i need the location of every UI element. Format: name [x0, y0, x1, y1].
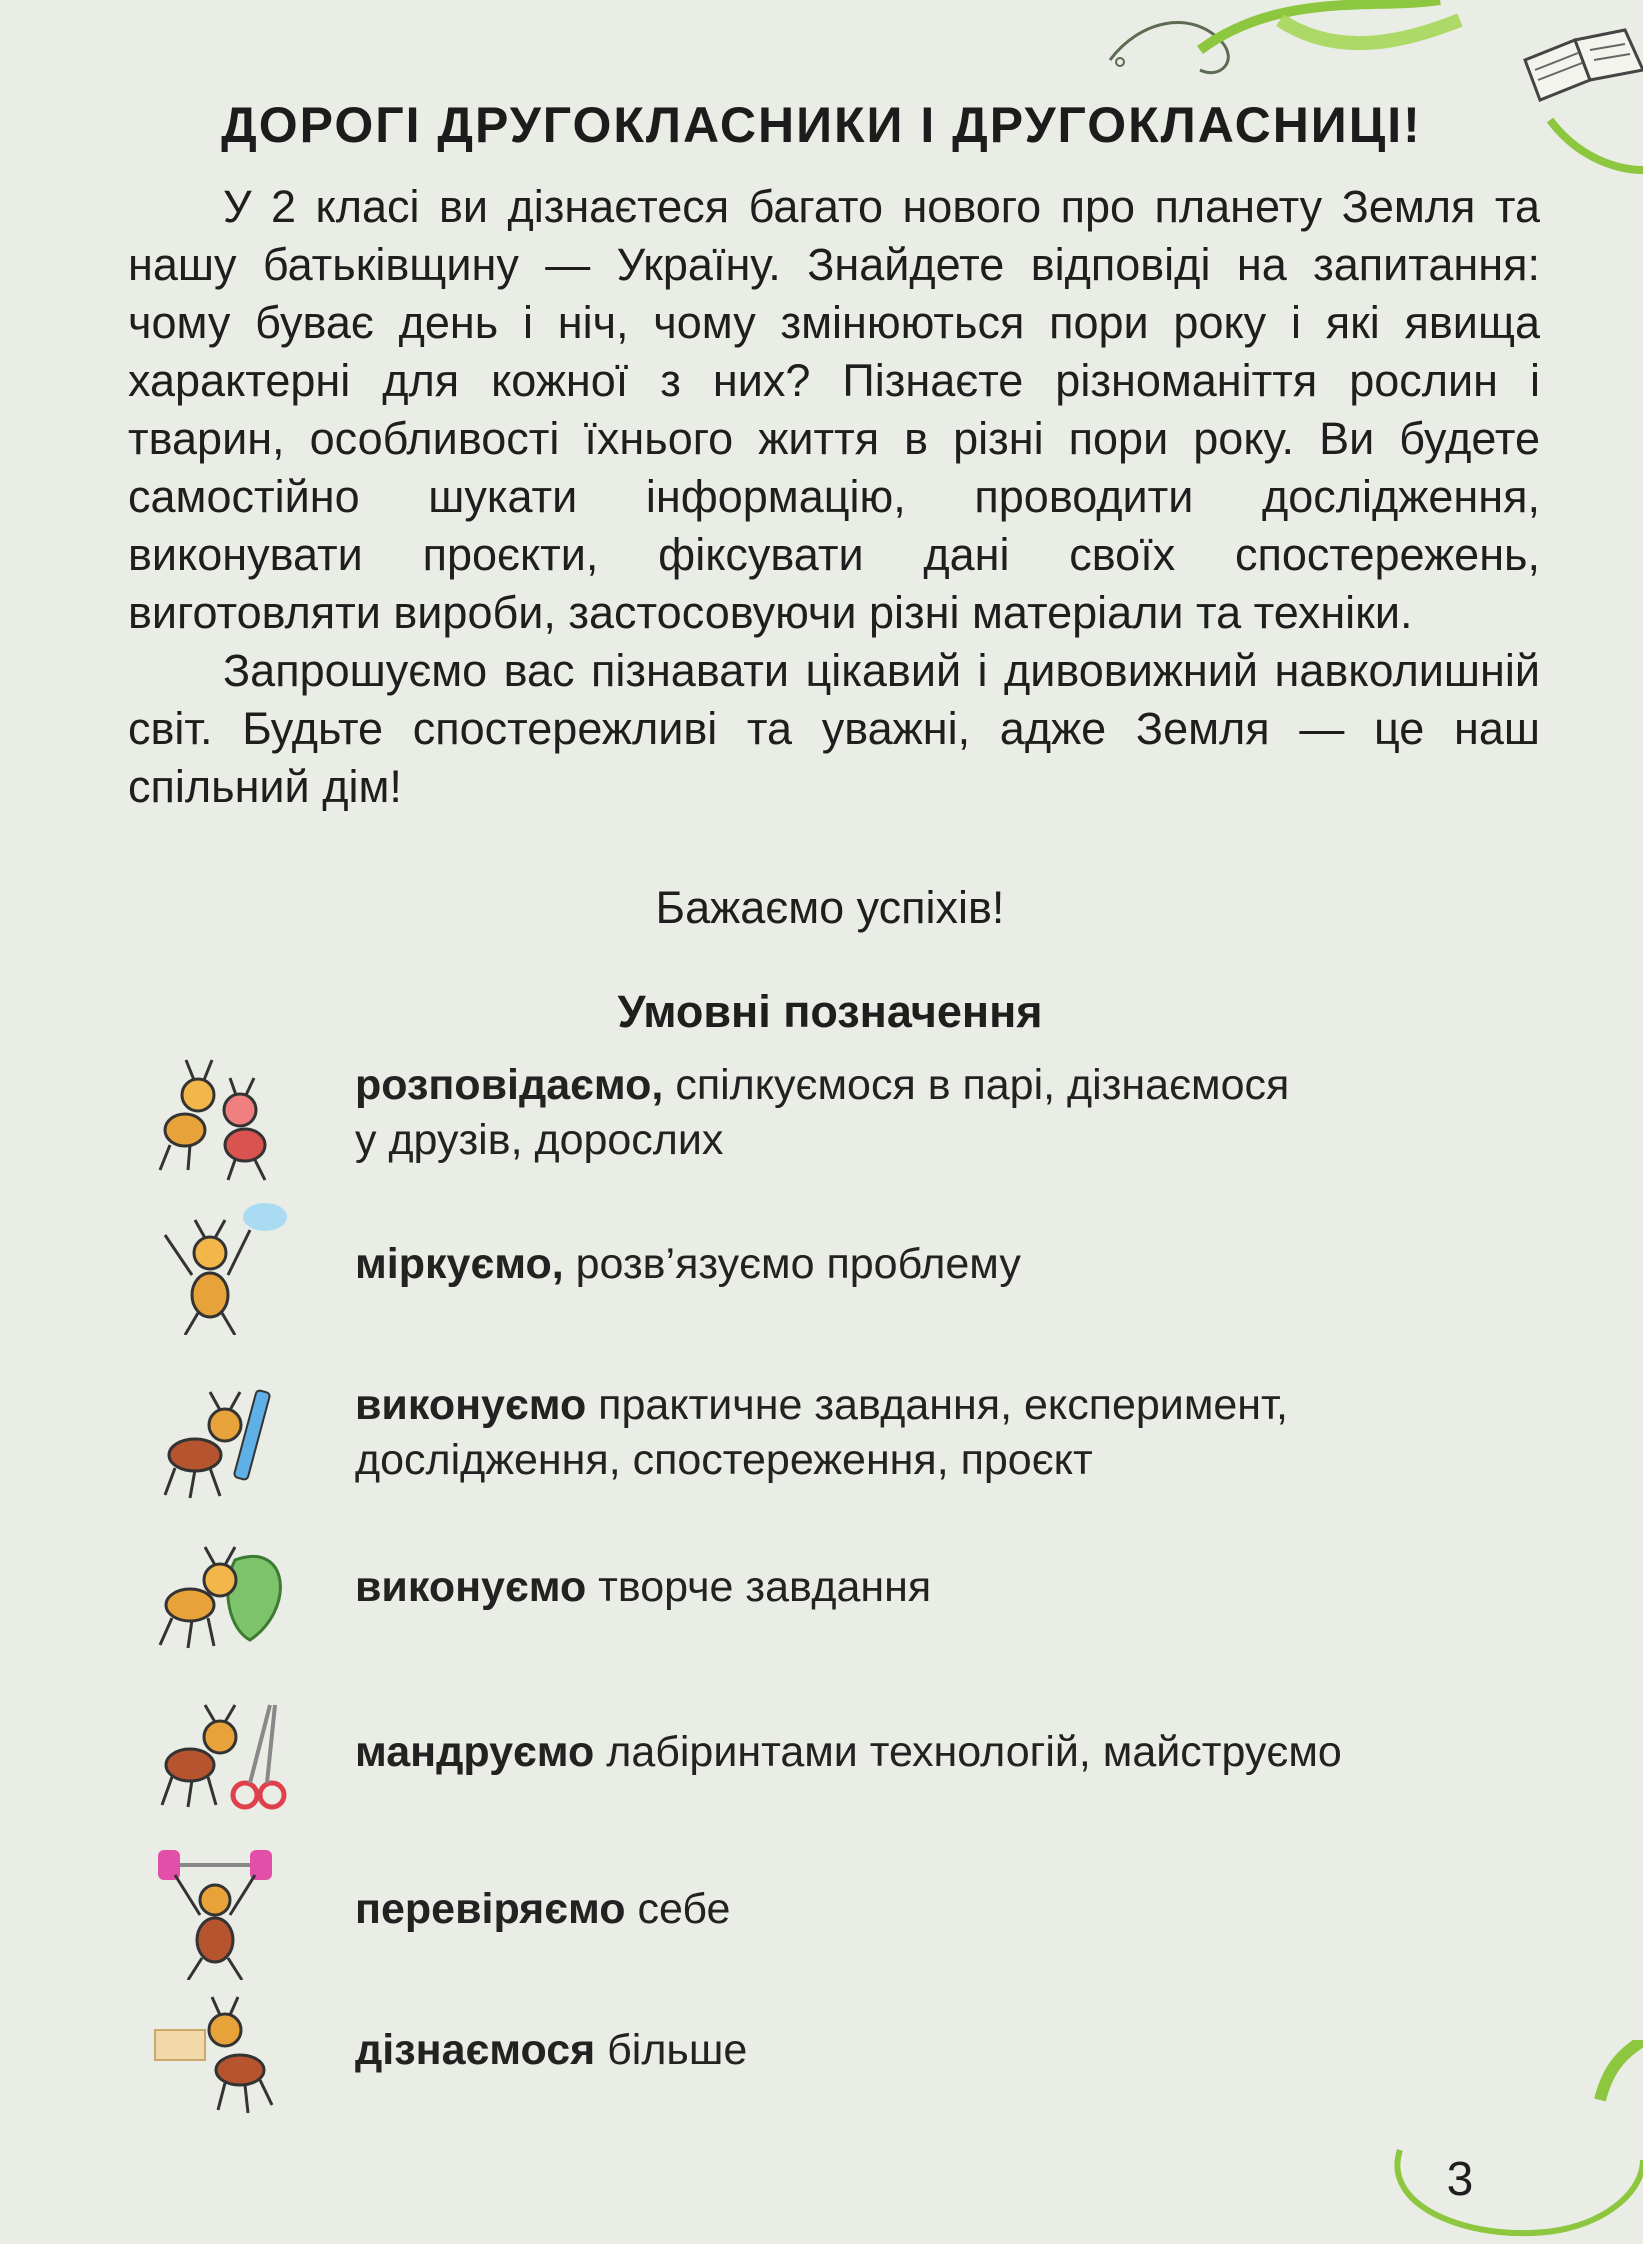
legend-keyword: виконуємо: [355, 1381, 587, 1429]
legend-keyword: виконуємо: [355, 1563, 587, 1611]
legend-text-learn-more: дізнаємося більше: [355, 2026, 748, 2074]
legend-text-technology: мандруємо лабіринтами технологій, майструємо: [355, 1728, 1342, 1776]
legend-text-talking: розповідаємо, спілкуємося в парі, дізнаємося у друзів, дорослих: [355, 1061, 1290, 1164]
legend-text-check: перевіряємо себе: [355, 1885, 731, 1933]
legend-text-thinking: міркуємо, розв’язуємо проблему: [355, 1240, 1021, 1288]
ant-with-book-icon: [150, 1985, 290, 2125]
bottom-swirl-ornament-icon: [1360, 2040, 1643, 2244]
intro-paragraph-2: Запрошуємо вас пізнавати цікавий і дивовижний навколишній світ. Будьте спостережливі та уважні, адже Земля — це наш спільний дім!: [128, 645, 1540, 812]
ant-with-leaf-icon: [150, 1520, 290, 1660]
ant-thinking-cloud-icon: [150, 1195, 290, 1335]
page-title: ДОРОГІ ДРУГОКЛАСНИКИ І ДРУГОКЛАСНИЦІ!: [221, 97, 1422, 153]
page-number: 3: [1446, 2153, 1474, 2206]
legend-keyword: міркуємо,: [355, 1240, 564, 1288]
legend-title: Умовні позначення: [617, 986, 1043, 1037]
intro-paragraph-1: У 2 класі ви дізнаєтеся багато нового про планету Земля та нашу батьківщину — Україну. Знайдете відповіді на запитання: чому буває день і ніч, чому змінюються пори року і які явища характерні для кожної з них? Пізнаєте різноманіття рослин і тварин, особливості їхнього життя в різні пори року. Ви будете самостійно шукати інформацію, проводити дослідження, виконувати проєкти, фіксувати дані своїх спостережень, виготовляти вироби, застосовуючи різні матеріали та техніки.: [128, 181, 1540, 638]
two-ants-talking-icon: [150, 1050, 290, 1190]
legend-keyword: перевіряємо: [355, 1885, 626, 1933]
wish-text: Бажаємо успіхів!: [655, 882, 1005, 933]
intro-text: [128, 178, 1540, 816]
legend-text-creative: виконуємо творче завдання: [355, 1563, 932, 1611]
legend-text-practical: виконуємо практичне завдання, експеримент, дослідження, спостереження, проєкт: [355, 1381, 1288, 1484]
ant-with-pencil-icon: [150, 1370, 290, 1510]
legend-keyword: розповідаємо,: [355, 1061, 664, 1109]
ant-with-scissors-icon: [150, 1685, 290, 1825]
legend-keyword: дізнаємося: [355, 2026, 596, 2074]
ant-lifting-weights-icon: [150, 1840, 290, 1980]
legend-keyword: мандруємо: [355, 1728, 595, 1776]
